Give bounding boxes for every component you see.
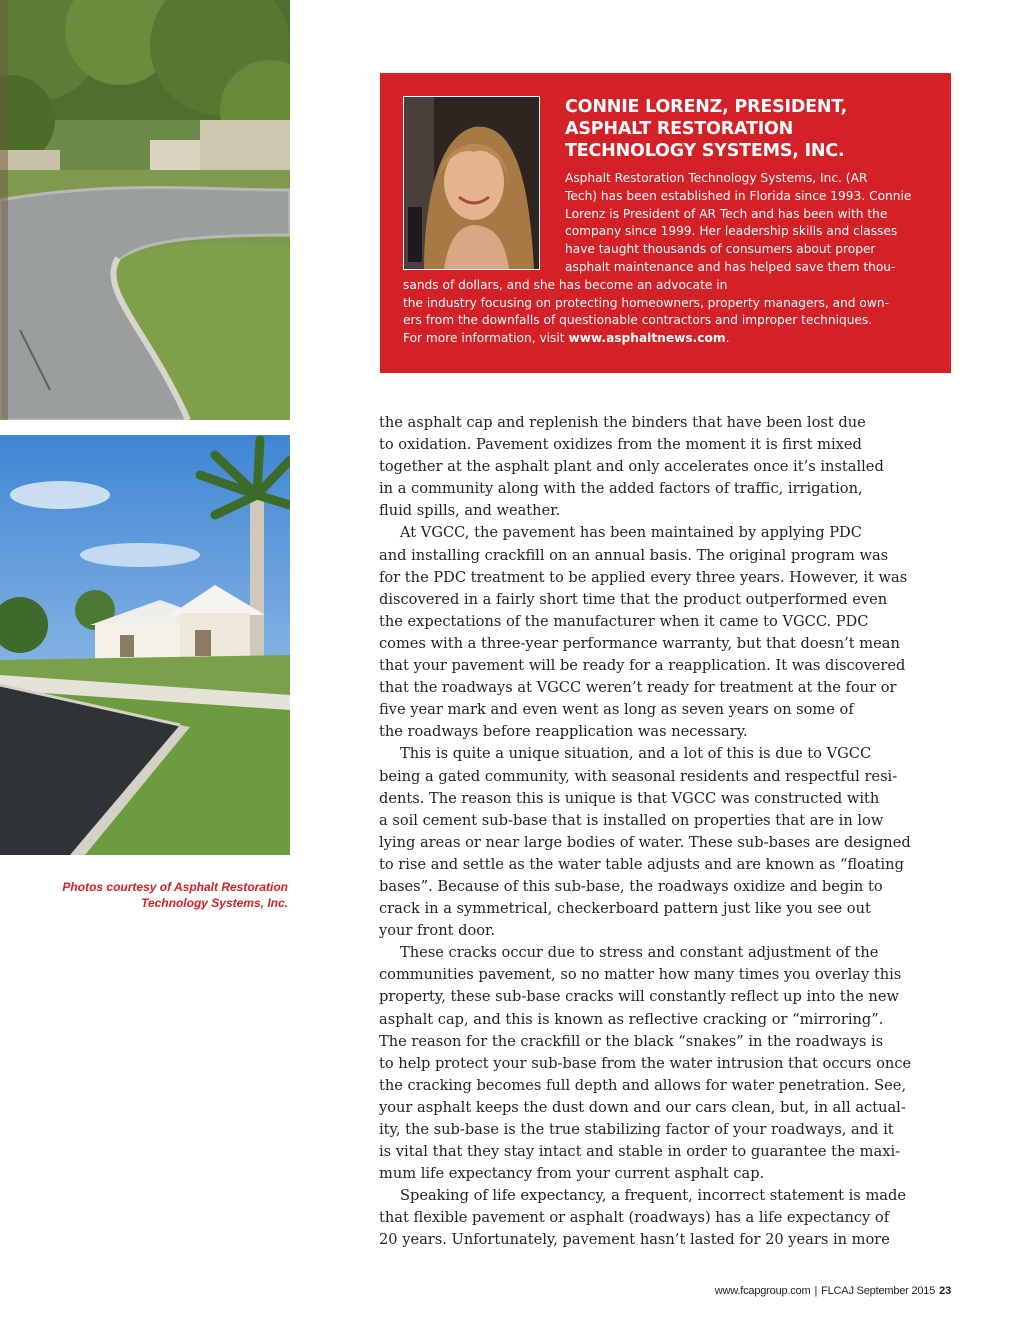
article-line: the expectations of the manufacturer when it came to VGCC. PDC xyxy=(379,612,869,630)
caption-line-1: Photos courtesy of Asphalt Restoration xyxy=(62,880,288,894)
page-footer xyxy=(715,1285,951,1297)
article-line: is vital that they stay intact and stable in order to guarantee the maxi- xyxy=(379,1143,901,1161)
bio-period: . xyxy=(725,331,730,346)
footer-site[interactable]: www.fcapgroup.com xyxy=(714,1285,811,1297)
article-line: being a gated community, with seasonal residents and respectful resi- xyxy=(379,767,898,785)
bio-text-line: have taught thousands of consumers about proper xyxy=(565,242,876,257)
article-line: a soil cement sub-base that is installed on properties that are in low xyxy=(379,811,884,829)
article-line: lying areas or near large bodies of water. These sub-bases are designed xyxy=(379,833,911,851)
footer-separator: | xyxy=(814,1285,818,1297)
bio-text-line: Lorenz is President of AR Tech and has been with the xyxy=(565,206,888,221)
article-line: to oxidation. Pavement oxidizes from the moment it is first mixed xyxy=(379,436,862,454)
article-line: fluid spills, and weather. xyxy=(379,502,561,520)
article-line: These cracks occur due to stress and constant adjustment of the xyxy=(400,944,879,962)
caption-line-2: Technology Systems, Inc. xyxy=(141,896,288,910)
photo-caption xyxy=(30,879,288,911)
article-line: in a community along with the added factors of traffic, irrigation, xyxy=(379,480,863,498)
page-number: 23 xyxy=(939,1285,951,1297)
photo-curving-road xyxy=(0,0,290,420)
portrait-graphic xyxy=(404,97,539,269)
article-line: communities pavement, so no matter how many times you overlay this xyxy=(379,966,902,984)
bio-text-line: Tech) has been established in Florida since 1993. Connie xyxy=(565,188,912,203)
article-line: comes with a three-year performance warranty, but that doesn’t mean xyxy=(379,634,900,652)
road-photo-graphic xyxy=(0,0,290,420)
article-line: to rise and settle as the water table adjusts and are known as “floating xyxy=(379,855,904,873)
bio-text-line: asphalt maintenance and has helped save them thou- xyxy=(565,259,896,274)
bio-title-line: ASPHALT RESTORATION xyxy=(565,119,794,139)
article-line: that the roadways at VGCC weren’t ready for treatment at the four or xyxy=(379,679,897,697)
bio-text-line-last xyxy=(403,330,928,348)
article-line: 20 years. Unfortunately, pavement hasn’t lasted for 20 years in more xyxy=(379,1231,890,1249)
article-line: dents. The reason this is unique is that VGCC was constructed with xyxy=(379,789,880,807)
author-bio-box xyxy=(380,73,951,373)
article-line: your asphalt keeps the dust down and our cars clean, but, in all actual- xyxy=(379,1098,906,1116)
article-line: ity, the sub-base is the true stabilizing factor of your roadways, and it xyxy=(379,1121,894,1138)
article-line: mum life expectancy from your current asphalt cap. xyxy=(379,1165,765,1183)
footer-issue: September 2015 xyxy=(856,1285,936,1297)
bio-title-line: TECHNOLOGY SYSTEMS, INC. xyxy=(565,141,845,161)
article-line: The reason for the crackfill or the black “snakes” in the roadways is xyxy=(379,1032,884,1050)
article-line: the asphalt cap and replenish the binders that have been lost due xyxy=(379,414,866,431)
bio-text-line: sands of dollars, and she has become an advocate in xyxy=(403,277,728,292)
footer-publication: FLCAJ xyxy=(821,1285,854,1297)
bio-text-line: company since 1999. Her leadership skills and classes xyxy=(565,224,898,239)
article-line: to help protect your sub-base from the water intrusion that occurs once xyxy=(379,1054,912,1072)
article-line: that flexible pavement or asphalt (roadways) has a life expectancy of xyxy=(379,1209,890,1227)
article-line: bases”. Because of this sub-base, the roadways oxidize and begin to xyxy=(379,877,883,895)
article-line: together at the asphalt plant and only accelerates once it’s installed xyxy=(379,458,884,476)
article-body xyxy=(379,412,929,1252)
article-paragraph xyxy=(379,1185,929,1251)
bio-text-line: ers from the downfalls of questionable contractors and improper techniques. xyxy=(403,313,873,328)
houses-photo-graphic xyxy=(0,435,290,855)
bio-text-line: Asphalt Restoration Technology Systems, Inc. (AR xyxy=(565,171,868,185)
article-line: crack in a symmetrical, checkerboard pattern just like you see out xyxy=(379,900,871,918)
article-paragraph xyxy=(379,743,929,942)
article-line: the roadways before reapplication was necessary. xyxy=(379,723,748,741)
article-line: property, these sub-base cracks will constantly reflect up into the new xyxy=(379,988,899,1006)
article-line: that your pavement will be ready for a reapplication. It was discovered xyxy=(379,657,906,675)
article-paragraph xyxy=(379,412,929,522)
article-line: the cracking becomes full depth and allows for water penetration. See, xyxy=(379,1076,907,1094)
article-line: your front door. xyxy=(379,922,496,940)
bio-more-info-label: For more information, visit xyxy=(403,331,569,346)
article-line: At VGCC, the pavement has been maintained by applying PDC xyxy=(400,524,862,542)
bio-text-line: the industry focusing on protecting homeowners, property managers, and own- xyxy=(403,295,889,310)
article-paragraph xyxy=(379,522,929,743)
article-line: five year mark and even went as long as seven years on some of xyxy=(379,701,854,719)
article-line: This is quite a unique situation, and a lot of this is due to VGCC xyxy=(400,745,872,763)
article-line: asphalt cap, and this is known as reflective cracking or “mirroring”. xyxy=(379,1010,884,1028)
article-line: discovered in a fairly short time that the product outperformed even xyxy=(379,590,888,608)
article-line: and installing crackfill on an annual basis. The original program was xyxy=(379,546,889,564)
photo-houses-palms xyxy=(0,435,290,855)
article-paragraph xyxy=(379,942,929,1185)
article-line: Speaking of life expectancy, a frequent, incorrect statement is made xyxy=(400,1187,906,1205)
author-portrait xyxy=(403,96,540,270)
article-line: for the PDC treatment to be applied every three years. However, it was xyxy=(379,568,908,586)
bio-title-line: CONNIE LORENZ, PRESIDENT, xyxy=(565,97,848,117)
bio-website-link[interactable]: www.asphaltnews.com xyxy=(568,331,726,346)
